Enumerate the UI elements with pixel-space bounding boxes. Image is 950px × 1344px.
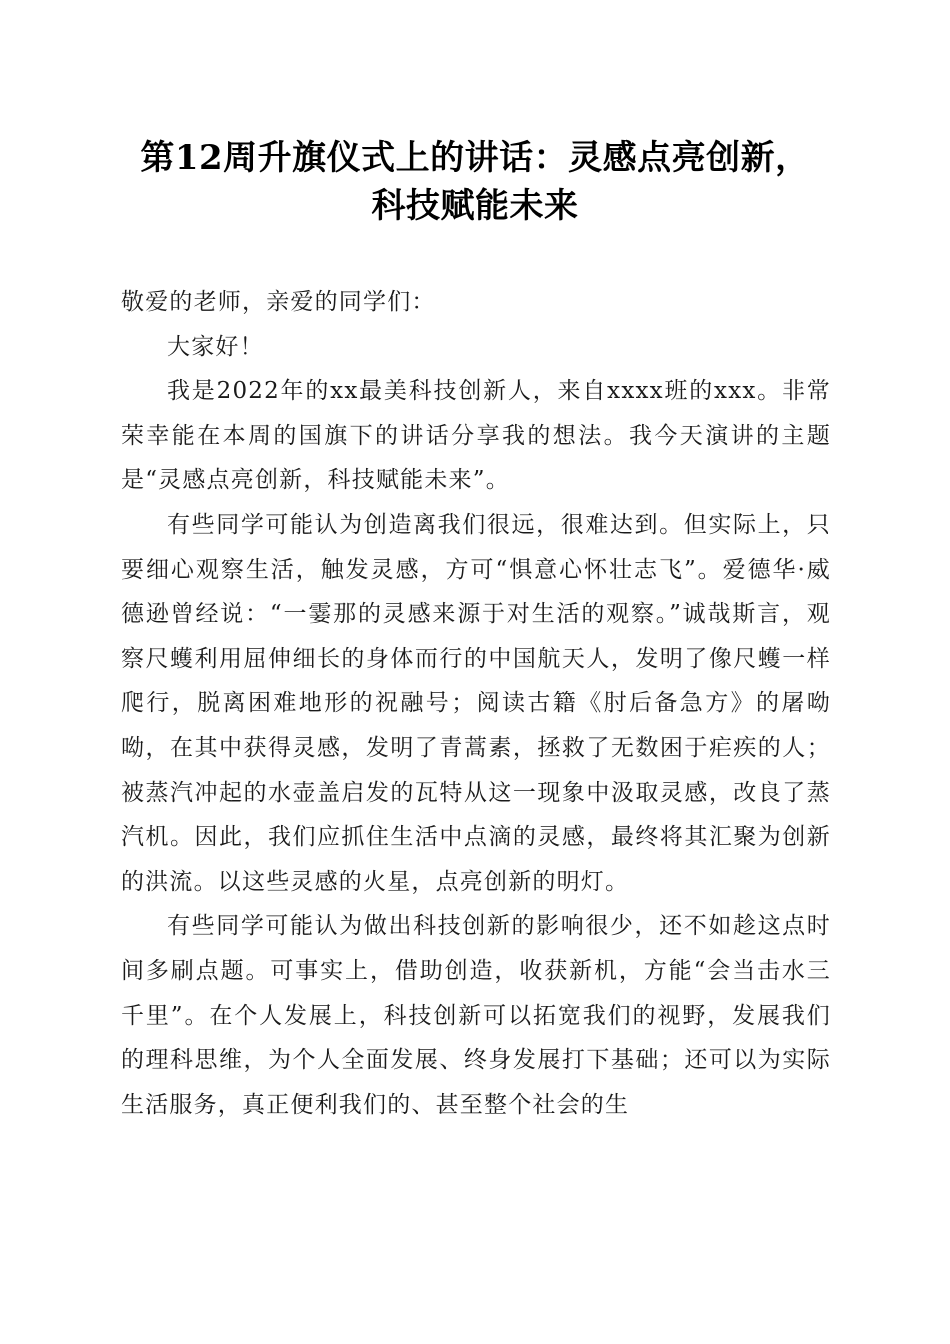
title-line-1: 第12周升旗仪式上的讲话：灵感点亮创新， xyxy=(140,138,810,178)
paragraph-innovation-impact: 有些同学可能认为做出科技创新的影响很少，还不如趁这点时间多刷点题。可事实上，借助创造，收获新机，方能“会当击水三千里”。在个人发展上，科技创新可以拓宽我们的视野，发展我们的理科思维，为个人全面发展、终身发展打下基础；还可以为实际生活服务，真正便利我们的、甚至整个社会的生 xyxy=(121,913,831,1118)
salutation: 敬爱的老师，亲爱的同学们： xyxy=(121,289,436,315)
page-title xyxy=(110,134,840,230)
title-line-2: 科技赋能未来 xyxy=(371,186,579,226)
paragraph-inspiration: 有些同学可能认为创造离我们很远，很难达到。但实际上，只要细心观察生活，触发灵感，方可“惧意心怀壮志飞”。爱德华·威德逊曾经说：“一霎那的灵感来源于对生活的观察。”诚哉斯言，观察尺蠖利用屈伸细长的身体而行的中国航天人，发明了像尺蠖一样爬行，脱离困难地形的祝融号；阅读古籍《肘后备急方》的屠呦呦，在其中获得灵感，发明了青蒿素，拯救了无数困于疟疾的人；被蒸汽冲起的水壶盖启发的瓦特从这一现象中汲取灵感，改良了蒸汽机。因此，我们应抓住生活中点滴的灵感，最终将其汇聚为创新的洪流。以这些灵感的火星，点亮创新的明灯。 xyxy=(121,511,831,895)
paragraph-greeting: 大家好！ xyxy=(167,333,264,360)
paragraph-introduction: 我是2022年的xx最美科技创新人，来自xxxx班的xxx。非常荣幸能在本周的国旗下的讲话分享我的想法。我今天演讲的主题是“灵感点亮创新，科技赋能未来”。 xyxy=(121,378,831,494)
speech-body xyxy=(121,280,831,1127)
